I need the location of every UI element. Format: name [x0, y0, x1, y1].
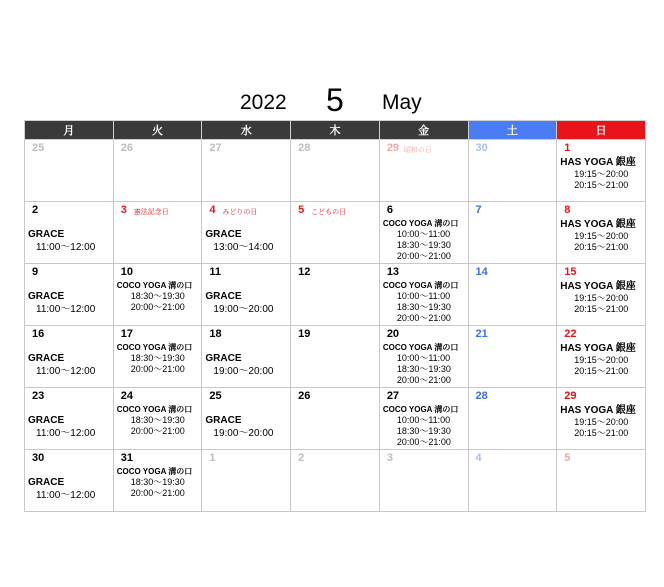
day-number: 2 — [32, 204, 39, 216]
day-number: 3 — [386, 452, 393, 464]
event-time: 11:00〜12:00 — [36, 242, 96, 253]
event-time: 19:00〜20:00 — [213, 304, 274, 315]
event-time: 20:00〜21:00 — [130, 364, 185, 374]
day-number: 30 — [475, 142, 488, 154]
event-time: 11:00〜12:00 — [36, 304, 96, 315]
week-row — [25, 450, 646, 512]
event-grace[interactable] — [205, 353, 288, 378]
event-time: 18:30〜19:30 — [130, 415, 185, 425]
day-number: 4 — [209, 204, 216, 216]
event-time: 11:00〜12:00 — [36, 490, 96, 501]
event-time: 11:00〜12:00 — [36, 428, 96, 439]
event-grace[interactable] — [205, 415, 288, 440]
day-number: 27 — [209, 142, 222, 154]
event-time: 10:00〜11:00 — [396, 353, 451, 363]
day-cell-sat[interactable] — [468, 326, 557, 388]
weekday-wed: 水 — [202, 121, 291, 140]
day-cell-mon[interactable] — [25, 264, 114, 326]
holiday-label: 憲法記念日 — [133, 208, 169, 216]
holiday-label: みどりの日 — [222, 208, 258, 216]
event-time: 20:00〜21:00 — [130, 302, 185, 312]
month-name: May — [382, 91, 422, 114]
event-time: 20:00〜21:00 — [396, 437, 451, 447]
event-has[interactable] — [560, 281, 643, 315]
day-cell-fri[interactable] — [379, 326, 468, 388]
event-grace[interactable] — [28, 229, 111, 254]
week-row — [25, 388, 646, 450]
day-number: 23 — [32, 390, 45, 402]
event-time: 20:00〜21:00 — [396, 251, 451, 261]
event-time: 18:30〜19:30 — [396, 240, 451, 250]
event-title: GRACE — [28, 229, 65, 240]
weekday-thu: 木 — [291, 121, 380, 140]
event-coco[interactable] — [117, 281, 200, 313]
event-title: GRACE — [28, 477, 65, 488]
event-title: GRACE — [28, 415, 65, 426]
event-time: 11:00〜12:00 — [36, 366, 96, 377]
event-title: COCO YOGA 溝の口 — [116, 405, 193, 414]
day-cell-mon[interactable] — [25, 326, 114, 388]
event-time: 10:00〜11:00 — [396, 415, 451, 425]
event-title: HAS YOGA 銀座 — [560, 281, 636, 292]
day-number: 19 — [298, 328, 311, 340]
event-time: 18:30〜19:30 — [396, 426, 451, 436]
event-time: 19:15〜20:00 — [574, 169, 629, 179]
day-number: 4 — [475, 452, 482, 464]
day-number: 18 — [209, 328, 222, 340]
day-number: 25 — [32, 142, 45, 154]
event-title: HAS YOGA 銀座 — [560, 219, 636, 230]
day-cell-thu[interactable] — [291, 326, 380, 388]
event-coco[interactable] — [117, 405, 200, 437]
event-has[interactable] — [560, 219, 643, 253]
day-number: 26 — [298, 390, 311, 402]
event-title: COCO YOGA 溝の口 — [382, 281, 459, 290]
calendar-title — [0, 82, 664, 122]
event-title: GRACE — [205, 229, 242, 240]
event-time: 18:30〜19:30 — [396, 364, 451, 374]
event-coco[interactable] — [383, 343, 466, 386]
weekday-sat: 土 — [468, 121, 557, 140]
event-time: 19:15〜20:00 — [574, 293, 629, 303]
day-cell-tue[interactable] — [113, 140, 202, 202]
day-cell-sun[interactable] — [557, 202, 646, 264]
event-time: 10:00〜11:00 — [396, 229, 451, 239]
event-time: 13:00〜14:00 — [213, 242, 274, 253]
day-number: 21 — [475, 328, 488, 340]
weekday-header-row — [25, 121, 646, 140]
month-number: 5 — [326, 82, 344, 118]
event-grace[interactable] — [205, 229, 288, 254]
week-row — [25, 202, 646, 264]
event-coco[interactable] — [383, 281, 466, 324]
event-coco[interactable] — [117, 467, 200, 499]
calendar-grid — [24, 120, 646, 512]
day-cell-fri[interactable] — [379, 388, 468, 450]
day-cell-sun[interactable] — [557, 264, 646, 326]
event-time: 20:15〜21:00 — [574, 366, 629, 376]
day-cell-fri[interactable] — [379, 450, 468, 512]
day-cell-thu[interactable] — [291, 388, 380, 450]
event-time: 18:30〜19:30 — [130, 291, 185, 301]
day-number: 2 — [298, 452, 305, 464]
day-number: 31 — [120, 452, 133, 464]
event-time: 19:15〜20:00 — [574, 231, 629, 241]
day-cell-thu[interactable] — [291, 264, 380, 326]
day-cell-sun[interactable] — [557, 388, 646, 450]
event-title: COCO YOGA 溝の口 — [382, 343, 459, 352]
day-cell-sat[interactable] — [468, 450, 557, 512]
event-time: 10:00〜11:00 — [396, 291, 451, 301]
event-title: COCO YOGA 溝の口 — [382, 219, 459, 228]
day-cell-sun[interactable] — [557, 450, 646, 512]
event-time: 20:15〜21:00 — [574, 304, 629, 314]
day-cell-sat[interactable] — [468, 202, 557, 264]
week-row — [25, 140, 646, 202]
event-title: COCO YOGA 溝の口 — [116, 281, 193, 290]
day-cell-fri[interactable] — [379, 264, 468, 326]
day-number: 30 — [32, 452, 45, 464]
day-number: 25 — [209, 390, 222, 402]
event-title: HAS YOGA 銀座 — [560, 405, 636, 416]
event-title: HAS YOGA 銀座 — [560, 157, 636, 168]
day-number: 24 — [120, 390, 133, 402]
day-number: 28 — [475, 390, 488, 402]
event-title: HAS YOGA 銀座 — [560, 343, 636, 354]
event-title: COCO YOGA 溝の口 — [116, 467, 193, 476]
event-time: 18:30〜19:30 — [396, 302, 451, 312]
day-number: 29 — [564, 390, 577, 402]
day-number: 1 — [209, 452, 216, 464]
day-number: 11 — [209, 266, 222, 278]
year-label: 2022 — [240, 91, 287, 114]
day-cell-tue[interactable] — [113, 202, 202, 264]
day-cell-tue[interactable] — [113, 388, 202, 450]
day-cell-sat[interactable] — [468, 264, 557, 326]
day-number: 5 — [564, 452, 571, 464]
day-cell-mon[interactable] — [25, 202, 114, 264]
event-grace[interactable] — [28, 415, 111, 440]
day-number: 20 — [386, 328, 400, 340]
day-cell-wed[interactable] — [202, 202, 291, 264]
event-title: GRACE — [28, 353, 65, 364]
day-number: 29 — [386, 142, 400, 154]
day-number: 15 — [564, 266, 577, 278]
holiday-label: こどもの日 — [311, 208, 347, 216]
day-cell-wed[interactable] — [202, 140, 291, 202]
day-cell-sun[interactable] — [557, 140, 646, 202]
day-number: 8 — [564, 204, 571, 216]
day-cell-wed[interactable] — [202, 450, 291, 512]
day-cell-wed[interactable] — [202, 388, 291, 450]
event-time: 20:00〜21:00 — [130, 426, 185, 436]
weekday-tue: 火 — [113, 121, 202, 140]
day-number: 12 — [298, 266, 311, 278]
event-grace[interactable] — [28, 477, 111, 502]
weekday-sun: 日 — [557, 121, 646, 140]
day-cell-thu[interactable] — [291, 450, 380, 512]
event-time: 18:30〜19:30 — [130, 353, 185, 363]
day-cell-wed[interactable] — [202, 264, 291, 326]
event-has[interactable] — [560, 157, 643, 191]
day-number: 27 — [386, 390, 400, 402]
event-title: GRACE — [205, 353, 242, 364]
day-cell-mon[interactable] — [25, 450, 114, 512]
day-cell-sun[interactable] — [557, 326, 646, 388]
day-cell-thu[interactable] — [291, 140, 380, 202]
event-time: 20:00〜21:00 — [396, 313, 451, 323]
event-grace[interactable] — [28, 353, 111, 378]
event-coco[interactable] — [383, 219, 466, 262]
day-cell-fri[interactable] — [379, 202, 468, 264]
event-grace[interactable] — [205, 291, 288, 316]
day-number: 1 — [564, 142, 571, 154]
day-cell-wed[interactable] — [202, 326, 291, 388]
day-number: 9 — [32, 266, 39, 278]
day-number: 7 — [475, 204, 482, 216]
event-time: 19:00〜20:00 — [213, 428, 274, 439]
event-title: GRACE — [205, 291, 242, 302]
event-time: 20:15〜21:00 — [574, 242, 629, 252]
event-time: 20:15〜21:00 — [574, 180, 629, 190]
event-title: COCO YOGA 溝の口 — [382, 405, 459, 414]
week-row — [25, 326, 646, 388]
day-number: 10 — [120, 266, 133, 278]
holiday-label: 昭和の日 — [403, 146, 432, 154]
day-number: 28 — [298, 142, 311, 154]
event-time: 18:30〜19:30 — [130, 477, 185, 487]
day-cell-sat[interactable] — [468, 140, 557, 202]
event-time: 19:00〜20:00 — [213, 366, 274, 377]
event-time: 19:15〜20:00 — [574, 417, 629, 427]
day-cell-thu[interactable] — [291, 202, 380, 264]
event-time: 20:00〜21:00 — [396, 375, 451, 385]
day-cell-mon[interactable] — [25, 140, 114, 202]
day-number: 5 — [298, 204, 305, 216]
day-number: 6 — [386, 204, 393, 216]
day-number: 26 — [120, 142, 133, 154]
day-number: 13 — [386, 266, 400, 278]
event-title: GRACE — [28, 291, 65, 302]
day-number: 16 — [32, 328, 45, 340]
event-title: GRACE — [205, 415, 242, 426]
event-has[interactable] — [560, 343, 643, 377]
event-time: 20:00〜21:00 — [130, 488, 185, 498]
event-has[interactable] — [560, 405, 643, 439]
event-coco[interactable] — [383, 405, 466, 448]
day-number: 14 — [475, 266, 488, 278]
day-cell-tue[interactable] — [113, 450, 202, 512]
day-cell-mon[interactable] — [25, 388, 114, 450]
event-time: 19:15〜20:00 — [574, 355, 629, 365]
day-cell-tue[interactable] — [113, 326, 202, 388]
event-title: COCO YOGA 溝の口 — [116, 343, 193, 352]
weekday-mon: 月 — [25, 121, 114, 140]
week-row — [25, 264, 646, 326]
day-number: 22 — [564, 328, 577, 340]
weekday-fri: 金 — [379, 121, 468, 140]
event-coco[interactable] — [117, 343, 200, 375]
day-cell-fri[interactable] — [379, 140, 468, 202]
day-number: 3 — [120, 204, 127, 216]
event-time: 20:15〜21:00 — [574, 428, 629, 438]
day-cell-sat[interactable] — [468, 388, 557, 450]
day-number: 17 — [120, 328, 133, 340]
event-grace[interactable] — [28, 291, 111, 316]
day-cell-tue[interactable] — [113, 264, 202, 326]
